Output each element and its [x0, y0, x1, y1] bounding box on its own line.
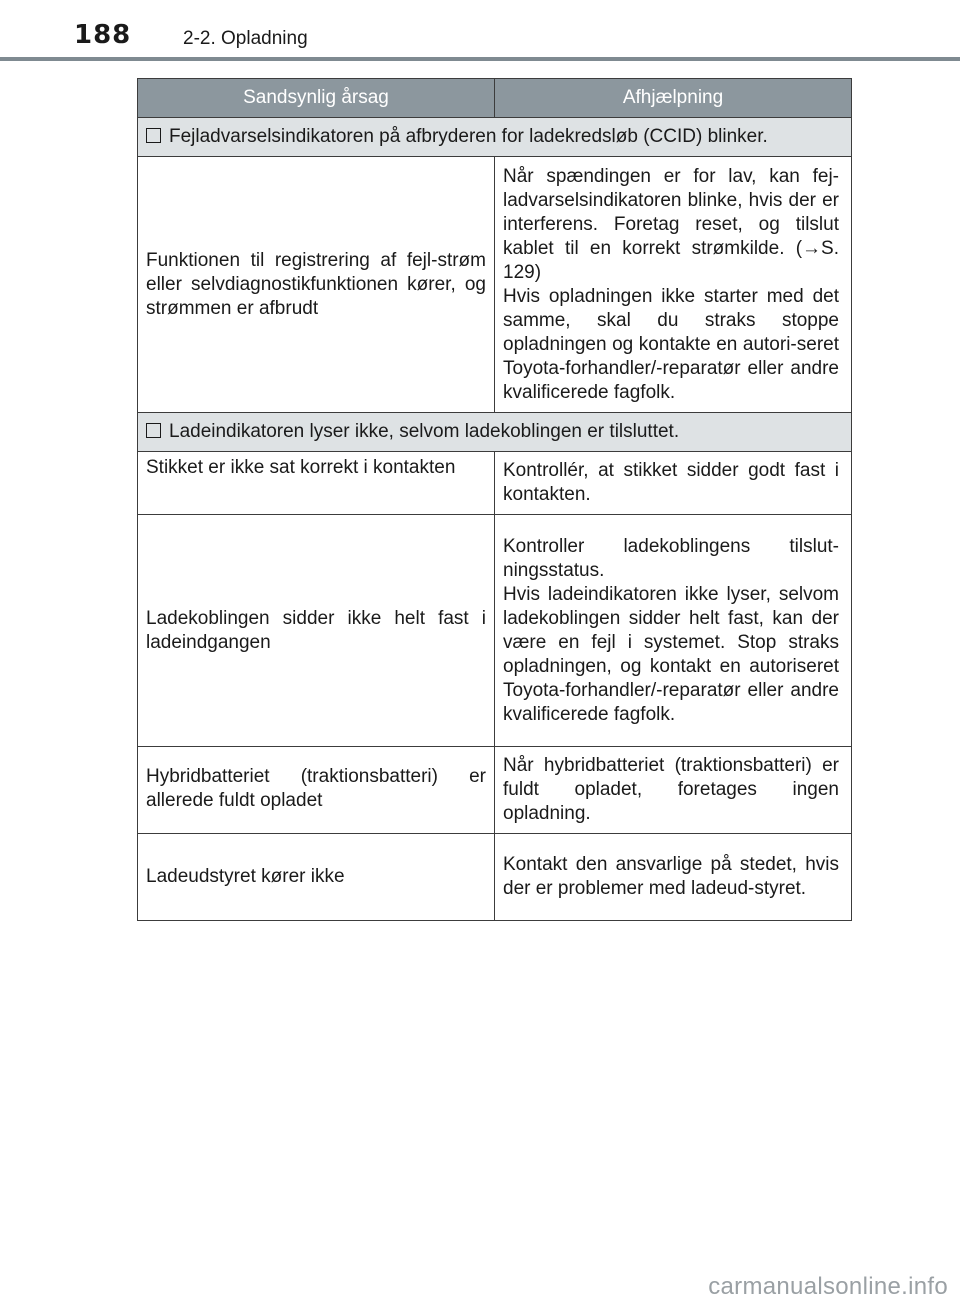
remedy-paragraph: Kontrollér, at stikket sidder godt fast i kontakten. [503, 460, 839, 505]
remedy-cell [495, 834, 852, 921]
group-row [138, 118, 852, 157]
troubleshooting-table [137, 78, 852, 921]
group-row [138, 413, 852, 452]
cause-cell: Stikket er ikke sat korrekt i kontakten [138, 452, 495, 515]
table-row [138, 747, 852, 834]
remedy-cell [495, 452, 852, 515]
remedy-cell [495, 747, 852, 834]
section-title: 2-2. Opladning [183, 28, 308, 49]
table-header-row [138, 79, 852, 118]
group-heading [138, 118, 852, 157]
remedy-cell [495, 515, 852, 747]
watermark: carmanualsonline.info [708, 1273, 948, 1300]
remedy-paragraph: Hvis opladningen ikke starter med det samme, skal du straks stoppe opladningen og kontakte en autori-seret Toyota-forhandler/-reparatør eller andre kvalificerede fagfolk. [503, 285, 839, 403]
cause-cell: Ladekoblingen sidder ikke helt fast i ladeindgangen [138, 515, 495, 747]
table-row [138, 834, 852, 921]
checkbox-square-icon [146, 128, 161, 143]
table-row [138, 157, 852, 413]
checkbox-square-icon [146, 423, 161, 438]
remedy-paragraph: Kontakt den ansvarlige på stedet, hvis der er problemer med ladeud-styret. [503, 854, 839, 899]
column-header-cause: Sandsynlig årsag [138, 79, 495, 118]
remedy-paragraph: Når hybridbatteriet (traktionsbatteri) er fuldt opladet, foretages ingen opladning. [503, 755, 839, 824]
remedy-paragraph: Når spændingen er for lav, kan fej-ladvarselsindikatoren blinke, hvis der er interferens. Foretag reset, og tilslut kablet til en korrekt strømkilde. (→S. 129) [503, 165, 839, 283]
group-title: Ladeindikatoren lyser ikke, selvom ladekoblingen er tilsluttet. [169, 421, 680, 442]
group-heading [138, 413, 852, 452]
group-title: Fejladvarselsindikatoren på afbryderen for ladekredsløb (CCID) blinker. [169, 126, 768, 147]
table-row [138, 452, 852, 515]
remedy-paragraph: Hvis ladeindikatoren ikke lyser, selvom ladekoblingen sidder helt fast, kan der være en fejl i systemet. Stop straks opladningen, og kontakt en autoriseret Toyota-forhandler/-reparatør eller andre kvalificerede fagfolk. [503, 583, 839, 725]
table-row [138, 515, 852, 747]
remedy-paragraph: Kontroller ladekoblingens tilslut-ningsstatus. [503, 535, 839, 581]
header-rule [0, 57, 960, 61]
remedy-cell [495, 157, 852, 413]
page-number: 188 [74, 20, 132, 50]
page-header [0, 0, 960, 60]
cause-cell: Hybridbatteriet (traktionsbatteri) er allerede fuldt opladet [138, 747, 495, 834]
cause-cell: Ladeudstyret kører ikke [138, 834, 495, 921]
column-header-remedy: Afhjælpning [495, 79, 852, 118]
cause-cell: Funktionen til registrering af fejl-strøm eller selvdiagnostikfunktionen kører, og strømmen er afbrudt [138, 157, 495, 413]
